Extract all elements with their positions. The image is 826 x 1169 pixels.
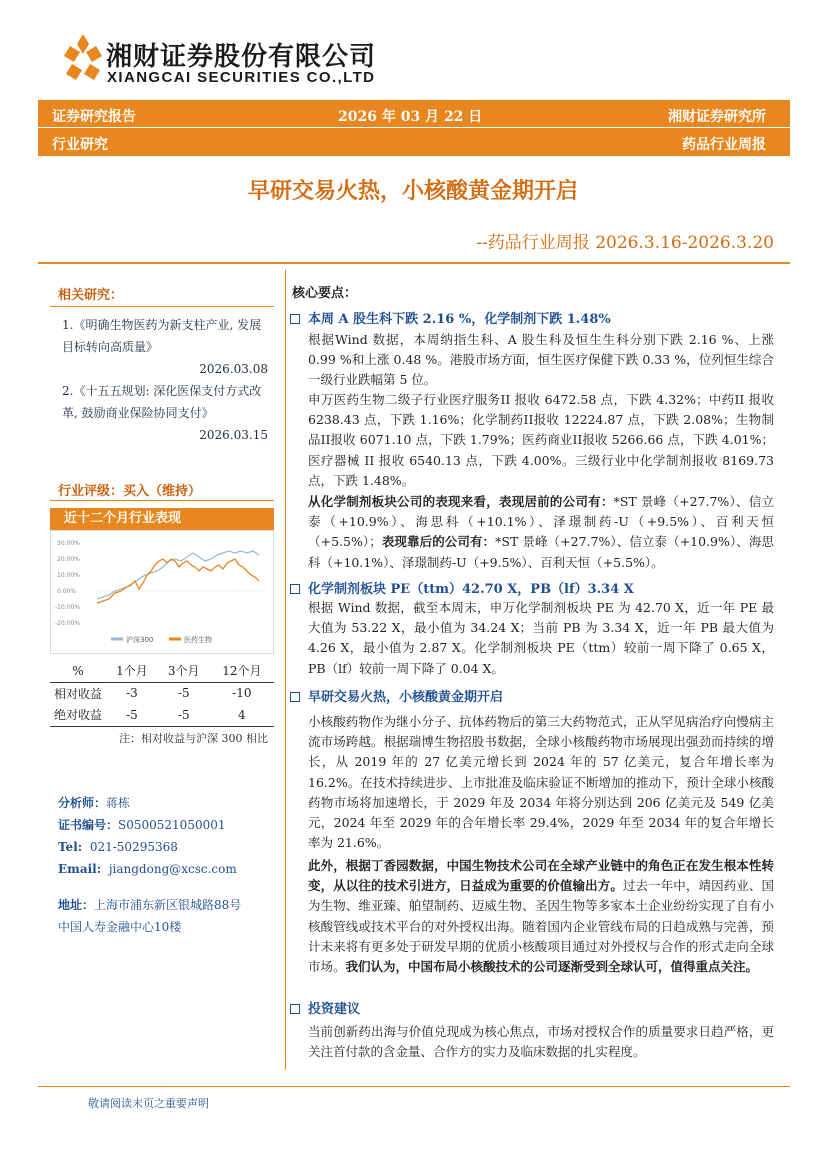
column-divider [285,270,286,1070]
email-label: Email: [58,862,102,876]
report-date: 2026 年 03 月 22 日 [338,109,483,125]
y-tick: 0.00% [57,588,77,595]
perf-cell: -5 [126,707,138,722]
tel-label: Tel: [58,840,83,854]
rating-rule [50,500,274,501]
core-paragraph: 当前创新药出海与价值兑现成为核心焦点，市场对授权合作的质量要求日趋严格，更关注首付款的含金量、合作方的实力及临床数据的扎实程度。 [308,1024,774,1060]
y-tick: 30.00% [57,540,80,547]
perf-cell: -5 [177,686,190,701]
perf-chart [50,530,274,654]
core-paragraph [308,856,774,977]
title-rule [38,262,790,264]
core-paragraph: 申万医药生物二级子行业医疗服务II 报收 6472.58 点，下跌 4.32%；中药II 报收 6238.43 点，下跌 1.16%；化学制药II报收 12224.87 点，下跌 2.08%；生物制品II报收 6071.10 点，下跌 1.79%；医药商业II报收 5266.66 点，下跌 4.01%；医疗器械 II 报收 6540.13 点，下跌 4.00%。三级行业中化学制剂报收 8169.73 点，下跌 1.48%。 [308,392,774,488]
core-paragraph: 根据 Wind 数据，截至本周末，申万化学制剂板块 PE 为 42.70 X，近一年 PE 最大值为 53.22 X，最小值为 34.24 X；当前 PB 为 3.34 X，近一年 PB 最大值为 4.26 X，最小值为 2.87 X。化学制剂板块 PE（ttm）较前一周下降了 0.65 X，PB（lf）较前一周下降了 0.04 X。 [308,600,774,676]
perf-cell: -10 [232,686,252,701]
perf-cell: 相对收益 [53,686,102,701]
related-item-date: 2026.03.15 [199,428,268,442]
perf-cell: -5 [177,707,190,722]
related-title: 相关研究： [58,288,124,303]
company-name-en: XIANGCAI SECURITIES CO.,LTD [107,69,376,86]
report-category: 行业研究 [52,137,108,153]
perf-cell: -3 [126,686,138,701]
checkbox-square-icon [290,692,300,702]
cert-label: 证书编号： [58,818,119,832]
industry-rating: 行业评级：买入（维持） [58,484,202,499]
checkbox-square-icon [290,584,300,594]
tel-number: 021-50295368 [89,840,178,854]
related-item[interactable]: 1.《明确生物医药为新支柱产业, 发展目标转向高质量》 [62,318,262,354]
table-row [50,682,274,704]
checkbox-square-icon [290,1004,300,1014]
institute-name: 湘财证券研究所 [668,109,766,125]
footer-rule [38,1086,790,1087]
section-heading: 早研交易火热，小核酸黄金期开启 [290,686,503,705]
series-hs300 [97,551,259,599]
perf-table [50,660,274,727]
contact-block [58,792,241,938]
section-heading: 本周 A 股生科下跌 2.16 %，化学制剂下跌 1.48% [290,308,611,327]
series-pharma [97,559,259,603]
email-link[interactable]: jiangdong@xcsc.com [108,862,237,876]
legend-pharma: 医药生物 [184,636,212,644]
y-tick: 10.00% [57,572,80,579]
emphasis-text: 表现靠后的公司有： [381,534,496,550]
core-paragraph: 根据Wind 数据，本周纳指生科、A 股生科及恒生生科分别下跌 2.16 %、上涨 0.99 %和上涨 0.48 %。港股市场方面，恒生医疗保健下跌 0.33 %，位列恒生综合一级行业跌幅第 5 位。 [308,332,774,388]
addr-label: 地址： [58,898,95,912]
related-item-date: 2026.03.08 [199,362,268,376]
perf-chart-title: 近十二个月行业表现 [50,508,274,530]
legend-hs300: 沪深300 [126,636,154,644]
perf-table-header [50,660,274,682]
page-title: 早研交易火热，小核酸黄金期开启 [247,179,578,204]
perf-col-header: 12个月 [222,664,262,679]
emphasis-text: 此外，根据丁香园数据，中国生物技术公司在全球产业链中的角色正在发生根本性转变，从以往的技术引进方，日益成为重要的价值输出方。 [308,858,774,894]
related-list [62,314,268,446]
y-tick: -20.00% [55,620,81,627]
emphasis-text: 我们认为，中国布局小核酸技术的公司逐渐受到全球认可，值得重点关注。 [345,959,759,975]
perf-col-header: % [72,663,84,678]
y-tick: -10.00% [55,604,81,611]
table-row [50,704,274,726]
body-text: *ST 景峰（+27.7%）、信立泰（+10.9%）、海思科（+10.1%）、泽璟制药-U（+9.5%）、百利天恒（+5.5%）。 [308,534,774,570]
core-paragraph [308,492,774,573]
emphasis-text: 从化学制剂板块公司的表现来看，表现居前的公司有： [308,494,614,509]
related-item[interactable]: 2.《十五五规划: 深化医保支付方式改革, 鼓励商业保险协同支付》 [62,384,262,420]
core-paragraph: 小核酸药物作为继小分子、抗体药物后的第三大药物范式，正从罕见病治疗向慢病主流市场跨越。根据瑞博生物招股书数据，全球小核酸药物市场展现出强劲而持续的增长，从 2019 年的 27 亿美元增长到 2024 年的 57 亿美元，复合年增长率为 16.2%。在技术持续进步、上市批准及临床验证不断增加的推动下，预计全球小核酸药物市场将加速增长，于 2029 年及 2034 年将分别达到 206 亿美元及 549 亿美元，2024 年至 2029 年的合年增长率 29.4%，2029 年至 2034 年的复合年增长率为 21.6%。 [308,714,774,851]
company-name-cn: 湘财证券股份有限公司 [106,42,377,72]
footer-disclaimer[interactable]: 敬请阅读末页之重要声明 [88,1097,209,1110]
perf-cell: 4 [238,707,246,722]
section-heading: 化学制剂板块 PE（ttm）42.70 X，PB（lf）3.34 X [290,578,634,597]
core-title: 核心要点： [292,286,358,301]
report-type: 证券研究报告 [52,109,136,125]
checkbox-square-icon [290,314,300,324]
perf-chart-svg [51,531,273,653]
perf-col-header: 1个月 [116,664,148,679]
perf-cell: 绝对收益 [53,708,102,723]
address-line: 上海市浦东新区银城路88号 [94,898,242,912]
analyst-name: 蒋栋 [106,796,131,810]
company-logo-icon [62,34,104,82]
y-tick: 20.00% [57,556,80,563]
cert-number: S0500521050001 [118,818,226,832]
related-rule [50,306,274,307]
body-text: 过去一年中，靖因药业、国为生物、维亚臻、舶望制药、迈威生物、圣因生物等多家本土企业纷纷实现了自有小核酸管线或技术平台的对外授权出海。随着国内企业管线布局的日趋成熟与完善，预计未来将有更多处于研发早期的优质小核酸项目通过对外授权与合作的形式走向全球市场。 [308,878,774,975]
perf-note: 注：相对收益与沪深 300 相比 [119,732,268,745]
report-kind: 药品行业周报 [682,137,766,153]
perf-col-header: 3个月 [167,664,200,679]
band-divider [38,127,790,128]
body-text: *ST 景峰（+27.7%）、信立泰（+10.9%）、海思科（+10.1%）、泽璟制药-U（+9.5%）、百利天恒（+5.5%）； [308,494,774,550]
section-heading: 投资建议 [290,998,360,1017]
page-subtitle: --药品行业周报 2026.3.16-2026.3.20 [476,233,774,253]
address-line: 中国人寿金融中心10楼 [58,920,182,934]
analyst-label: 分析师： [58,796,107,810]
